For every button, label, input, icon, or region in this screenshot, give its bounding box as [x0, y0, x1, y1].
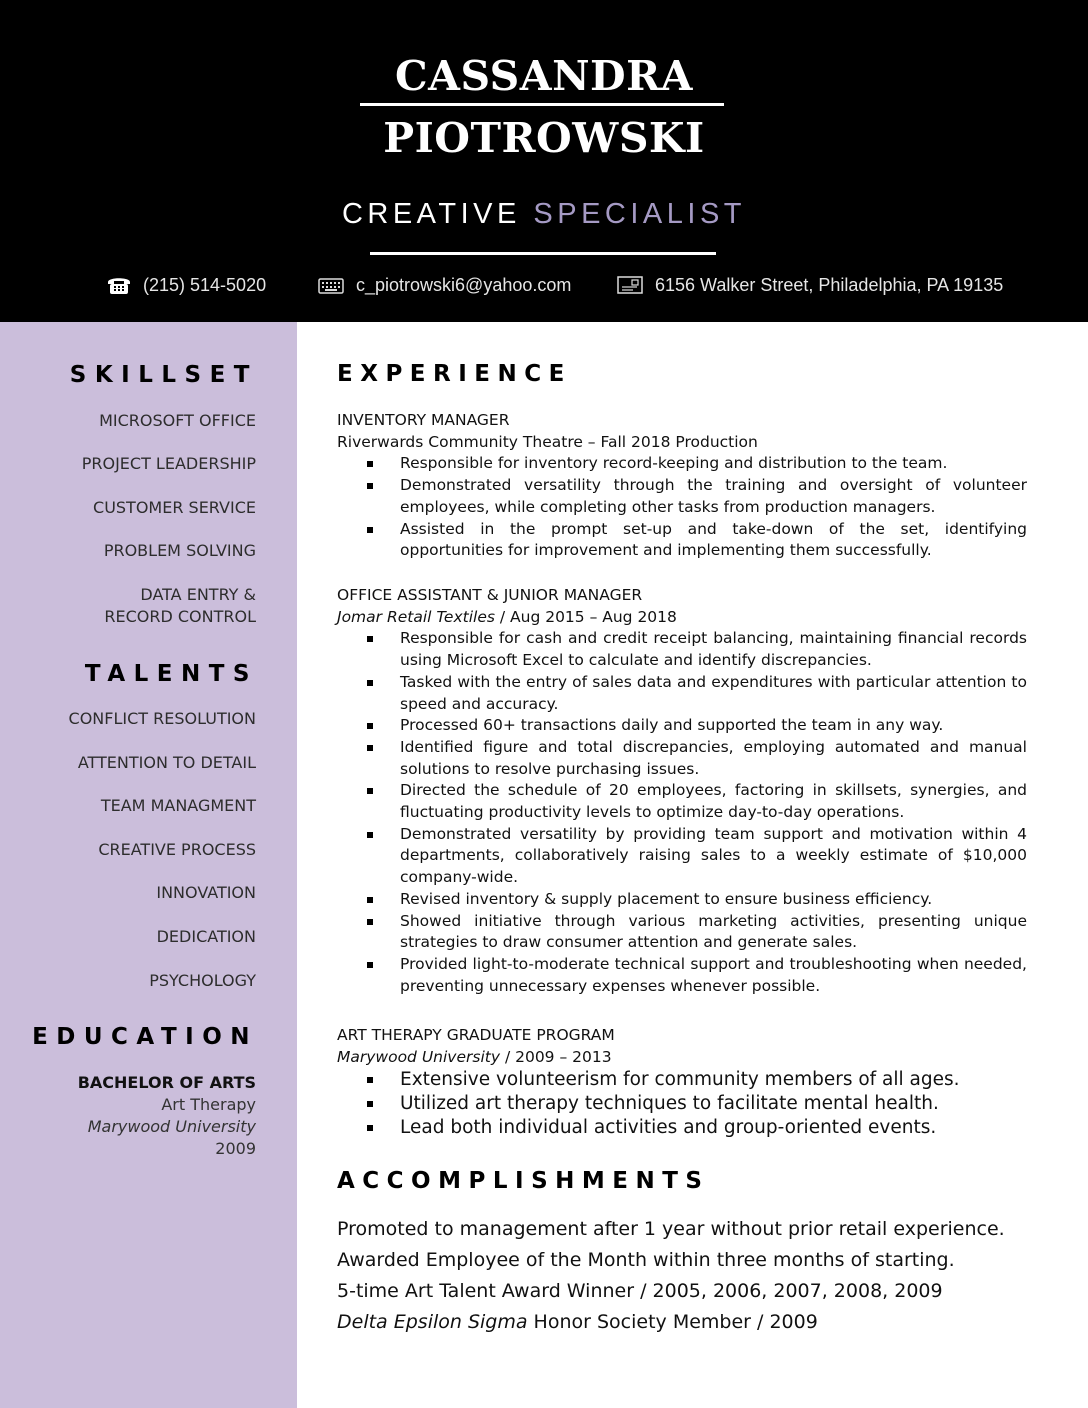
- job-bullet: Tasked with the entry of sales data and expenditures with particular attention to speed and accuracy.: [400, 672, 1027, 715]
- header-banner: [0, 0, 1088, 322]
- street-address: 6156 Walker Street, Philadelphia, PA 19135: [655, 274, 1004, 295]
- job-bullet: Utilized art therapy techniques to facilitate mental health.: [400, 1092, 1027, 1116]
- graduation-year: 2009: [215, 1139, 256, 1158]
- job-bullet: Responsible for inventory record-keeping and distribution to the team.: [400, 453, 1027, 475]
- skill-item: RECORD CONTROL: [104, 607, 256, 626]
- talent-item: CREATIVE PROCESS: [98, 840, 256, 859]
- talent-item: DEDICATION: [156, 927, 256, 946]
- talent-item: TEAM MANAGMENT: [100, 796, 256, 815]
- honor-society-detail: Honor Society Member / 2009: [527, 1311, 818, 1333]
- talent-item: CONFLICT RESOLUTION: [68, 709, 256, 728]
- job-entry: [337, 1025, 1027, 1140]
- field-of-study: Art Therapy: [161, 1095, 256, 1114]
- job-bullet-list: [337, 628, 1027, 997]
- accomplishment-item: Promoted to management after 1 year without prior retail experience.: [337, 1218, 1005, 1240]
- talent-item: INNOVATION: [156, 883, 256, 902]
- skill-item: CUSTOMER SERVICE: [93, 498, 256, 517]
- job-bullet: Processed 60+ transactions daily and supported the team in any way.: [400, 715, 1027, 737]
- accomplishments-heading: ACCOMPLISHMENTS: [337, 1168, 710, 1194]
- job-bullet: Showed initiative through various marketing activities, presenting unique strategies to draw consumer attention and generate sales.: [400, 911, 1027, 954]
- job-organization: Riverwards Community Theatre – Fall 2018 Production: [337, 432, 758, 451]
- job-entry: [337, 410, 1027, 562]
- accomplishment-item: [337, 1307, 818, 1338]
- name-divider: [360, 103, 724, 106]
- accomplishment-item: 5-time Art Talent Award Winner / 2005, 2006, 2007, 2008, 2009: [337, 1280, 943, 1302]
- skillset-heading: SKILLSET: [69, 362, 258, 388]
- job-title: OFFICE ASSISTANT & JUNIOR MANAGER: [337, 586, 643, 604]
- school-name: Marywood University: [87, 1117, 256, 1136]
- talents-heading: TALENTS: [84, 661, 258, 687]
- job-dates: / 2009 – 2013: [500, 1047, 612, 1066]
- talent-item: PSYCHOLOGY: [149, 971, 256, 990]
- first-name: CASSANDRA: [395, 52, 693, 100]
- job-title-part2: SPECIALIST: [533, 198, 747, 230]
- experience-heading: EXPERIENCE: [337, 361, 572, 387]
- job-bullet: Assisted in the prompt set-up and take-down of the set, identifying opportunities for improvement and implementing them successfully.: [400, 519, 1027, 562]
- job-bullet: Demonstrated versatility by providing team support and motivation within 4 departments, collaboratively raising sales to a weekly estimate of $10,000 company-wide.: [400, 824, 1027, 889]
- job-bullet: Lead both individual activities and group-oriented events.: [400, 1116, 1027, 1140]
- job-bullet-list: [337, 1068, 1027, 1140]
- skill-item: PROBLEM SOLVING: [103, 541, 256, 560]
- contact-phone: [107, 272, 266, 298]
- job-dates: / Aug 2015 – Aug 2018: [494, 607, 677, 626]
- degree: BACHELOR OF ARTS: [77, 1073, 256, 1092]
- job-bullet: Directed the schedule of 20 employees, factoring in skillsets, synergies, and fluctuating productivity levels to optimize day-to-day operations.: [400, 780, 1027, 823]
- job-bullet: Revised inventory & supply placement to ensure business efficiency.: [400, 889, 1027, 911]
- honor-society-name: Delta Epsilon Sigma: [337, 1311, 528, 1333]
- job-bullet: Responsible for cash and credit receipt balancing, maintaining financial records using Microsoft Excel to calculate and identify discrepancies.: [400, 628, 1027, 671]
- education-heading: EDUCATION: [32, 1024, 258, 1050]
- contact-address: [617, 272, 1003, 298]
- job-title: ART THERAPY GRADUATE PROGRAM: [337, 1026, 615, 1044]
- job-bullet: Identified figure and total discrepancies, employing automated and manual solutions to resolve purchasing issues.: [400, 737, 1027, 780]
- job-title: INVENTORY MANAGER: [337, 411, 510, 429]
- company-name: Jomar Retail Textiles: [337, 607, 495, 626]
- sidebar-panel: [0, 322, 297, 1408]
- accomplishment-item: Awarded Employee of the Month within three months of starting.: [337, 1249, 955, 1271]
- skill-item: DATA ENTRY &: [140, 585, 256, 604]
- address-card-icon: [617, 275, 643, 295]
- job-bullet: Provided light-to-moderate technical support and troubleshooting when needed, preventing unnecessary expenses whenever possible.: [400, 954, 1027, 997]
- job-bullet: Demonstrated versatility through the training and oversight of volunteer employees, while completing other tasks from production managers.: [400, 475, 1027, 518]
- job-title: [0, 197, 1088, 231]
- job-entry: [337, 585, 1027, 997]
- job-bullet: Extensive volunteerism for community members of all ages.: [400, 1068, 1027, 1092]
- job-organization: [337, 1047, 1027, 1069]
- job-bullet-list: [337, 453, 1027, 562]
- last-name: PIOTROWSKI: [383, 114, 705, 162]
- education-entry: [78, 1072, 256, 1160]
- skill-item: MICROSOFT OFFICE: [99, 411, 256, 430]
- title-divider: [370, 252, 716, 255]
- skill-item: PROJECT LEADERSHIP: [81, 454, 256, 473]
- job-title-part1: CREATIVE: [341, 198, 521, 230]
- email-address[interactable]: c_piotrowski6@yahoo.com: [356, 274, 572, 295]
- company-name: Marywood University: [337, 1047, 501, 1066]
- contact-email: [318, 272, 571, 298]
- job-organization: [337, 607, 1027, 629]
- keyboard-icon: [318, 276, 344, 294]
- phone-number[interactable]: (215) 514-5020: [143, 274, 267, 295]
- phone-icon: [107, 275, 131, 295]
- talent-item: ATTENTION TO DETAIL: [77, 753, 256, 772]
